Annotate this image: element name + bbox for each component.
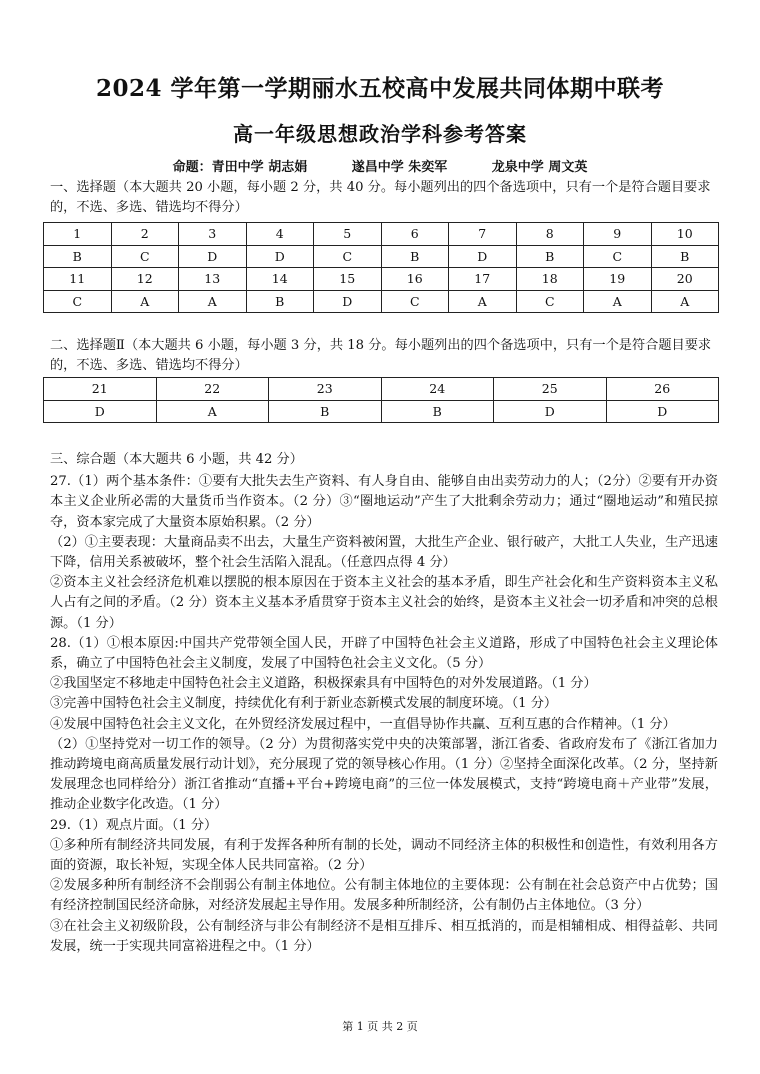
section2-question-number: 24 <box>381 378 494 401</box>
answer-paragraph: ②发展多种所有制经济不会削弱公有制主体地位。公有制主体地位的主要体现：公有制在社会总资产中占优势；国有经济控制国民经济命脉，对经济发展起主导作用。发展多种所制经济，公有制仍占主体地位。（3 分） <box>50 878 718 914</box>
section1-answer-letter: B <box>246 290 314 313</box>
section1-question-number: 12 <box>111 268 179 291</box>
section1-answer-letter: C <box>314 245 382 268</box>
section3-heading: 三、综合题（本大题共 6 小题，共 42 分） <box>50 452 303 467</box>
answer-paragraph: ③完善中国特色社会主义制度，持续优化有利于新业态新模式发展的制度环境。（1 分） <box>50 696 558 712</box>
answer-paragraph: ①多种所有制经济共同发展，有利于发挥各种所有制的长处，调动不同经济主体的积极性和创造性，有效利用各方面的资源，取长补短，实现全体人民共同富裕。（2 分） <box>50 837 718 874</box>
section1-answer-letter: D <box>314 290 382 313</box>
section1-question-number: 18 <box>516 268 584 291</box>
section1-answer-letter: B <box>44 245 112 268</box>
section1-answer-letter: A <box>449 290 517 313</box>
section1-answer-letter: D <box>449 245 517 268</box>
author-3: 龙泉中学 周文英 <box>491 160 588 175</box>
section2-answer-letter: A <box>156 400 269 423</box>
section2-answer-letter: D <box>606 400 719 423</box>
section1-answer-letter: C <box>584 245 652 268</box>
author-line <box>0 156 760 175</box>
answer-paragraph: ③在社会主义初级阶段，公有制经济与非公有制经济不是相互排斥、相互抵消的，而是相辅相成、相得益彰、共同发展，统一于实现共同富裕进程之中。（1 分） <box>50 918 718 954</box>
answer-paragraph: ②资本主义社会经济危机难以摆脱的根本原因在于资本主义社会的基本矛盾，即生产社会化和生产资料资本主义私人占有之间的矛盾。（2 分）资本主义基本矛盾贯穿于资本主义社会的始终，是资本主义社会一切矛盾和冲突的总根源。（1 分） <box>50 575 718 631</box>
section1-question-number: 19 <box>584 268 652 291</box>
section1-answer-letter: C <box>381 290 449 313</box>
answer-paragraph: ②我国坚定不移地走中国特色社会主义道路，积极探索具有中国特色的对外发展道路。（1 分） <box>50 676 597 692</box>
section1-question-number: 7 <box>449 223 517 246</box>
section1-question-number: 8 <box>516 223 584 246</box>
section1-answer-letter: B <box>381 245 449 268</box>
section1-row <box>44 223 719 246</box>
section1-answer-letter: C <box>44 290 112 313</box>
section1-question-number: 16 <box>381 268 449 291</box>
section1-answer-letter: C <box>111 245 179 268</box>
section1-question-number: 11 <box>44 268 112 291</box>
section1-question-number: 13 <box>179 268 247 291</box>
section1-answer-letter: C <box>516 290 584 313</box>
section1-question-number: 5 <box>314 223 382 246</box>
section1-question-number: 14 <box>246 268 314 291</box>
section2-answer-letter: B <box>381 400 494 423</box>
section2-question-number: 22 <box>156 378 269 401</box>
section2-question-number: 26 <box>606 378 719 401</box>
section2-row <box>44 378 719 401</box>
section1-answer-letter: D <box>246 245 314 268</box>
section1-answer-letter: B <box>516 245 584 268</box>
section2-answer-table <box>43 377 719 423</box>
section1-answer-table <box>43 222 719 313</box>
section1-answer-letter: D <box>179 245 247 268</box>
section1-question-number: 3 <box>179 223 247 246</box>
section1-answer-letter: A <box>111 290 179 313</box>
section1-answer-letter: B <box>651 245 719 268</box>
answer-paragraph: 28.（1）①根本原因:中国共产党带领全国人民，开辟了中国特色社会主义道路，形成了中国特色社会主义理论体系，确立了中国特色社会主义制度，发展了中国特色社会主义文化。（5 分） <box>50 635 718 672</box>
page-subtitle: 高一年级思想政治学科参考答案 <box>233 122 527 146</box>
section2-question-number: 25 <box>494 378 607 401</box>
answer-paragraph: 27.（1）两个基本条件：①要有大批失去生产资料、有人身自由、能够自由出卖劳动力的人；（2分）②要有开办资本主义企业所必需的大量货币当作资本。（2 分）③“圈地运动”产生了大批剩余劳动力；通过“圈地运动”和殖民掠夺，资本家完成了大量资本原始积累。（2 分） <box>50 474 718 530</box>
section1-question-number: 9 <box>584 223 652 246</box>
section1-answer-letter: A <box>179 290 247 313</box>
section1-row <box>44 245 719 268</box>
section2-question-number: 23 <box>269 378 382 401</box>
section1-question-number: 20 <box>651 268 719 291</box>
section1-question-number: 17 <box>449 268 517 291</box>
answer-paragraph: 29.（1）观点片面。（1 分） <box>50 817 218 833</box>
author-2: 遂昌中学 朱奕军 <box>351 160 448 175</box>
section1-row <box>44 290 719 313</box>
section2-answer-letter: D <box>494 400 607 423</box>
answer-paragraph: （2）①主要表现：大量商品卖不出去，大量生产资料被闲置，大批生产企业、银行破产，大批工人失业，生产迅速下降，信用关系被破坏，整个社会生活陷入混乱。（任意四点得 4 分） <box>50 534 718 571</box>
page-number: 第 1 页 共 2 页 <box>342 1020 418 1033</box>
section1-question-number: 15 <box>314 268 382 291</box>
section2-intro: 二、选择题Ⅱ（本大题共 6 小题，每小题 3 分，共 18 分。每小题列出的四个备选项中，只有一个是符合题目要求的，不选、多选、错选均不得分） <box>50 338 712 373</box>
section1-intro: 一、选择题（本大题共 20 小题，每小题 2 分，共 40 分。每小题列出的四个备选项中，只有一个是符合题目要求的，不选、多选、错选均不得分） <box>50 180 711 215</box>
author-1: 命题：青田中学 胡志娟 <box>172 160 308 175</box>
section1-row <box>44 268 719 291</box>
section2-answer-letter: D <box>44 400 157 423</box>
answer-paragraph: （2）①坚持党对一切工作的领导。（2 分）为贯彻落实党中央的决策部署，浙江省委、省政府发布了《浙江省加力推动跨境电商高质量发展行动计划》，充分展现了党的领导核心作用。（1 分）②坚持全面深化改革。（2 分，坚持新发展理念也同样给分）浙江省推动“直播+平台+跨境电商”的三位一体发展模式，支持“跨境电商＋产业带”发展，推动企业数字化改造。（1 分） <box>50 736 718 813</box>
section1-answer-letter: A <box>651 290 719 313</box>
answer-paragraph: ④发展中国特色社会主义文化，在外贸经济发展过程中，一直倡导协作共赢、互利互惠的合作精神。（1 分） <box>50 716 676 732</box>
page-title: 2024 学年第一学期丽水五校高中发展共同体期中联考 <box>95 75 665 102</box>
section1-question-number: 2 <box>111 223 179 246</box>
section1-question-number: 4 <box>246 223 314 246</box>
section2-row <box>44 400 719 423</box>
section1-question-number: 6 <box>381 223 449 246</box>
section3-answers <box>50 450 718 957</box>
section1-question-number: 1 <box>44 223 112 246</box>
section1-question-number: 10 <box>651 223 719 246</box>
section1-answer-letter: A <box>584 290 652 313</box>
section2-question-number: 21 <box>44 378 157 401</box>
section2-answer-letter: B <box>269 400 382 423</box>
